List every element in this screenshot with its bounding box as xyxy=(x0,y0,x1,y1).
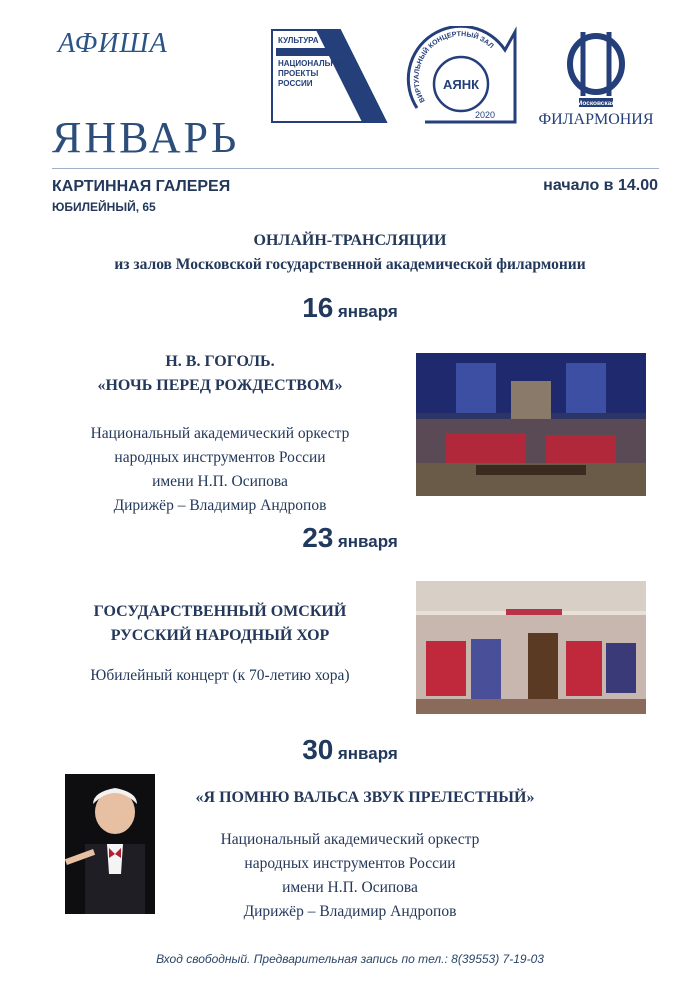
orchestra-photo xyxy=(416,353,646,496)
event-month: января xyxy=(337,532,398,551)
event-month: января xyxy=(337,744,398,763)
kultura-line4: РОССИИ xyxy=(278,79,313,88)
philharmonia-logo xyxy=(535,24,657,129)
event-block xyxy=(40,600,400,688)
event-date xyxy=(0,522,700,554)
event-line: Юбилейный концерт (к 70-летию хора) xyxy=(90,667,350,684)
event-title: РУССКИЙ НАРОДНЫЙ ХОР xyxy=(110,627,330,644)
event-line: Национальный академический оркестр xyxy=(220,831,480,848)
event-title: Н. В. ГОГОЛЬ. xyxy=(165,353,275,370)
month-title: ЯНВАРЬ xyxy=(52,113,240,162)
kultura-logo xyxy=(268,26,390,126)
event-line: имени Н.П. Осипова xyxy=(152,473,288,490)
event-block xyxy=(160,828,540,924)
footer-note: Вход свободный. Предварительная запись по тел.: 8(39553) 7-19-03 xyxy=(156,952,544,966)
venue-address: ЮБИЛЕЙНЫЙ, 65 xyxy=(52,200,156,214)
afisha-heading: АФИША xyxy=(58,28,168,59)
start-time: начало в 14.00 xyxy=(543,177,658,194)
online-subheading: из залов Московской государственной академической филармонии xyxy=(114,256,586,273)
event-title: ГОСУДАРСТВЕННЫЙ ОМСКИЙ xyxy=(93,603,347,620)
event-line: народных инструментов России xyxy=(244,855,456,872)
virtual-concert-hall-logo xyxy=(405,26,520,126)
event-date xyxy=(0,292,700,324)
event-title-block xyxy=(165,786,565,810)
philharmonia-small: Московская xyxy=(576,100,616,107)
event-day: 16 xyxy=(302,292,334,323)
event-line: Дирижёр – Владимир Андропов xyxy=(243,903,457,920)
conductor-photo xyxy=(65,774,155,914)
kultura-line2: НАЦИОНАЛЬНЫЕ xyxy=(278,59,350,68)
choir-photo xyxy=(416,581,646,714)
event-day: 30 xyxy=(302,734,334,765)
event-line: Национальный академический оркестр xyxy=(90,425,350,442)
kultura-line3: ПРОЕКТЫ xyxy=(278,69,319,78)
header-divider xyxy=(52,168,659,169)
kultura-label: КУЛЬТУРА xyxy=(278,36,319,45)
event-date xyxy=(0,734,700,766)
vkz-arc-text: ВИРТУАЛЬНЫЙ КОНЦЕРТНЫЙ ЗАЛ xyxy=(413,30,495,104)
event-line: Дирижёр – Владимир Андропов xyxy=(113,497,327,514)
event-day: 23 xyxy=(302,522,334,553)
venue-name: КАРТИННАЯ ГАЛЕРЕЯ xyxy=(52,178,231,195)
event-title: «НОЧЬ ПЕРЕД РОЖДЕСТВОМ» xyxy=(97,377,343,394)
vkz-mark: АЯНК xyxy=(442,77,480,92)
event-block xyxy=(40,350,400,518)
online-heading: ОНЛАЙН-ТРАНСЛЯЦИИ xyxy=(253,232,447,249)
event-title: «Я ПОМНЮ ВАЛЬСА ЗВУК ПРЕЛЕСТНЫЙ» xyxy=(195,789,535,806)
vkz-year: 2020 xyxy=(475,110,496,120)
event-line: имени Н.П. Осипова xyxy=(282,879,418,896)
event-line: народных инструментов России xyxy=(114,449,326,466)
event-month: января xyxy=(337,302,398,321)
philharmonia-name: ФИЛАРМОНИЯ xyxy=(538,111,654,128)
